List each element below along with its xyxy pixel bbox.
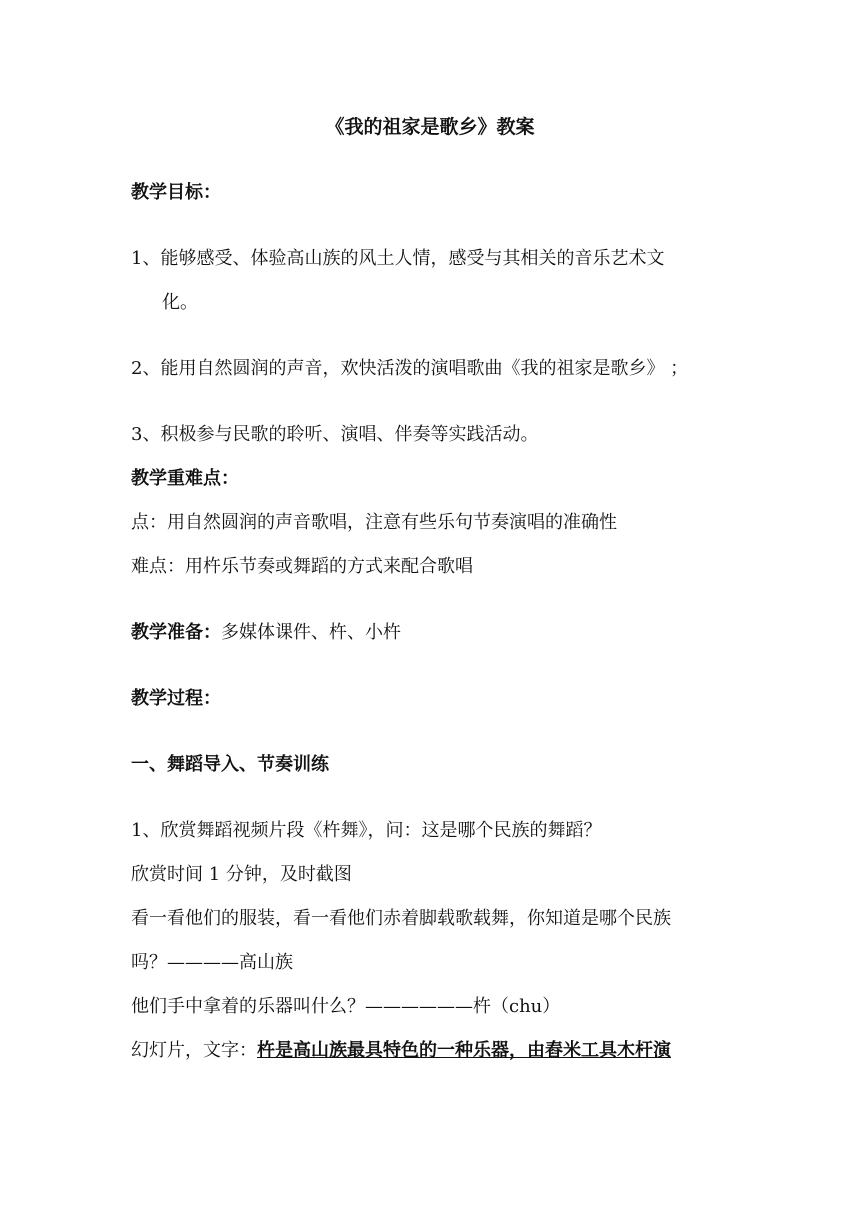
slide-line [131, 1038, 671, 1064]
difficulty-text: 难点：用杵乐节奏或舞蹈的方式来配合歌唱 [131, 556, 473, 577]
process-heading: 教学过程： [131, 688, 221, 709]
slide-text: 杵是高山族最具特色的一种乐器，由舂米工具木杆演 [257, 1040, 671, 1061]
section-1-heading: 一、舞蹈导入、节奏训练 [131, 754, 329, 775]
document-title: 《我的祖家是歌乡》教案 [325, 116, 535, 138]
question-1-line-1: 看一看他们的服装，看一看他们赤着脚载歌载舞，你知道是哪个民族 [131, 908, 671, 929]
preparation-value: 多媒体课件、杵、小杵 [221, 622, 401, 643]
preparation-line [131, 620, 401, 646]
objective-1-line-1: 1、能够感受、体验高山族的风土人情，感受与其相关的音乐艺术文 [131, 248, 665, 269]
preparation-label: 教学准备： [131, 622, 221, 643]
objective-3: 3、积极参与民歌的聆听、演唱、伴奏等实践活动。 [131, 424, 539, 445]
objectives-heading: 教学目标： [131, 182, 221, 203]
keypoints-heading: 教学重难点： [131, 468, 239, 489]
objective-2: 2、能用自然圆润的声音，欢快活泼的演唱歌曲《我的祖家是歌乡》 ； [131, 358, 689, 379]
keypoint-text: 点：用自然圆润的声音歌唱，注意有些乐句节奏演唱的准确性 [131, 512, 617, 533]
slide-label: 幻灯片，文字： [131, 1040, 257, 1061]
step-1: 1、欣赏舞蹈视频片段《杵舞》，问：这是哪个民族的舞蹈？ [131, 820, 602, 841]
question-2: 他们手中拿着的乐器叫什么？——————杵（chu） [131, 996, 561, 1017]
step-1-time: 欣赏时间 1 分钟，及时截图 [131, 864, 352, 885]
objective-1-line-2: 化。 [162, 292, 198, 313]
question-1-line-2: 吗？————高山族 [131, 952, 293, 973]
